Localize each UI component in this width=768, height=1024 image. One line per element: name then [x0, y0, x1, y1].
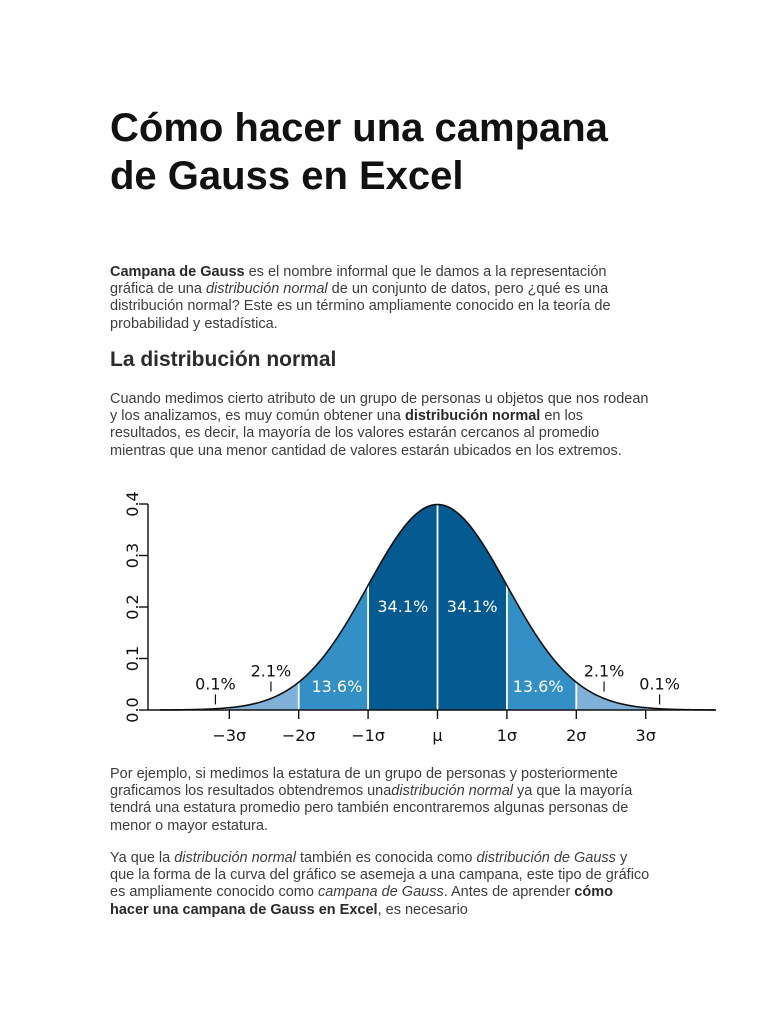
intro-text-2: de un conjunto de datos, pero ¿qué es una distribución normal? Este es un término ampliamente conocido en la teoría de probabilidad y estadística.: [110, 281, 611, 332]
intro-text-1: es el nombre informal que le damos a la representación gráfica de una: [110, 264, 607, 298]
x-tick-label: −2σ: [281, 726, 316, 745]
page-title: Cómo hacer una campana de Gauss en Excel: [110, 106, 608, 198]
p4-text-5: , es necesario: [377, 901, 468, 918]
x-tick-label: 3σ: [635, 726, 656, 745]
y-tick-label: 0.1: [123, 645, 142, 672]
outer-region-label: 2.1%: [583, 661, 625, 681]
p4-text-3: y que la forma de la curva del gráfico se asemeja a una campana, este tipo de gráfico es ampliamente conocido como: [110, 850, 650, 901]
y-tick-label: 0.4: [123, 491, 142, 517]
p3-text-1: Por ejemplo, si medimos la estatura de un grupo de personas y posteriormente graficamos los resultados obtendremos una: [110, 766, 618, 800]
p2-text-1: Cuando medimos cierto atributo de un grupo de personas u objetos que nos rodean y los analizamos, es muy común obtener una: [110, 391, 649, 425]
p4-italic-1: distribución normal: [174, 850, 296, 866]
x-tick-label: −1σ: [351, 726, 385, 745]
outer-region-label: 2.1%: [250, 661, 292, 681]
section-heading: La distribución normal: [110, 348, 337, 371]
outer-region-label: 0.1%: [195, 674, 236, 694]
p4-bold: cómo hacer una campana de Gauss en Excel: [110, 884, 613, 918]
y-tick-label: 0.2: [123, 594, 142, 620]
p4-text-4: . Antes de aprender: [443, 884, 575, 901]
p2-bold: distribución normal: [404, 408, 541, 425]
outer-region-label: 0.1%: [639, 674, 680, 694]
p3-italic: distribución normal: [391, 783, 513, 800]
p4-text-1: Ya que la: [110, 850, 175, 866]
x-tick-label: −3σ: [212, 726, 247, 745]
y-tick-label: 0.3: [123, 542, 142, 569]
intro-bold: Campana de Gauss: [110, 264, 245, 280]
region-label: 13.6%: [311, 676, 363, 696]
x-tick-label: μ: [432, 726, 443, 745]
p3-text-2: ya que la mayoría tendrá una estatura promedio pero también encontraremos algunas personas de menor o mayor estatura.: [110, 783, 633, 834]
x-tick-label: 2σ: [566, 726, 587, 745]
p4-italic-2: distribución de Gauss: [476, 850, 616, 866]
x-tick-label: 1σ: [496, 726, 518, 745]
p4-text-2: también es conocida como: [295, 850, 477, 866]
y-tick-label: 0.0: [123, 697, 142, 723]
region-label: 34.1%: [377, 597, 429, 617]
p4-italic-3: campana de Gauss: [317, 884, 444, 901]
region-label: 34.1%: [446, 597, 498, 617]
intro-italic: distribución normal: [205, 281, 328, 298]
region-label: 13.6%: [512, 676, 564, 696]
p2-text-2: en los resultados, es decir, la mayoría de los valores estarán cercanos al promedio mientras que una menor cantidad de valores estarán ubicados en los extremos.: [110, 408, 622, 459]
